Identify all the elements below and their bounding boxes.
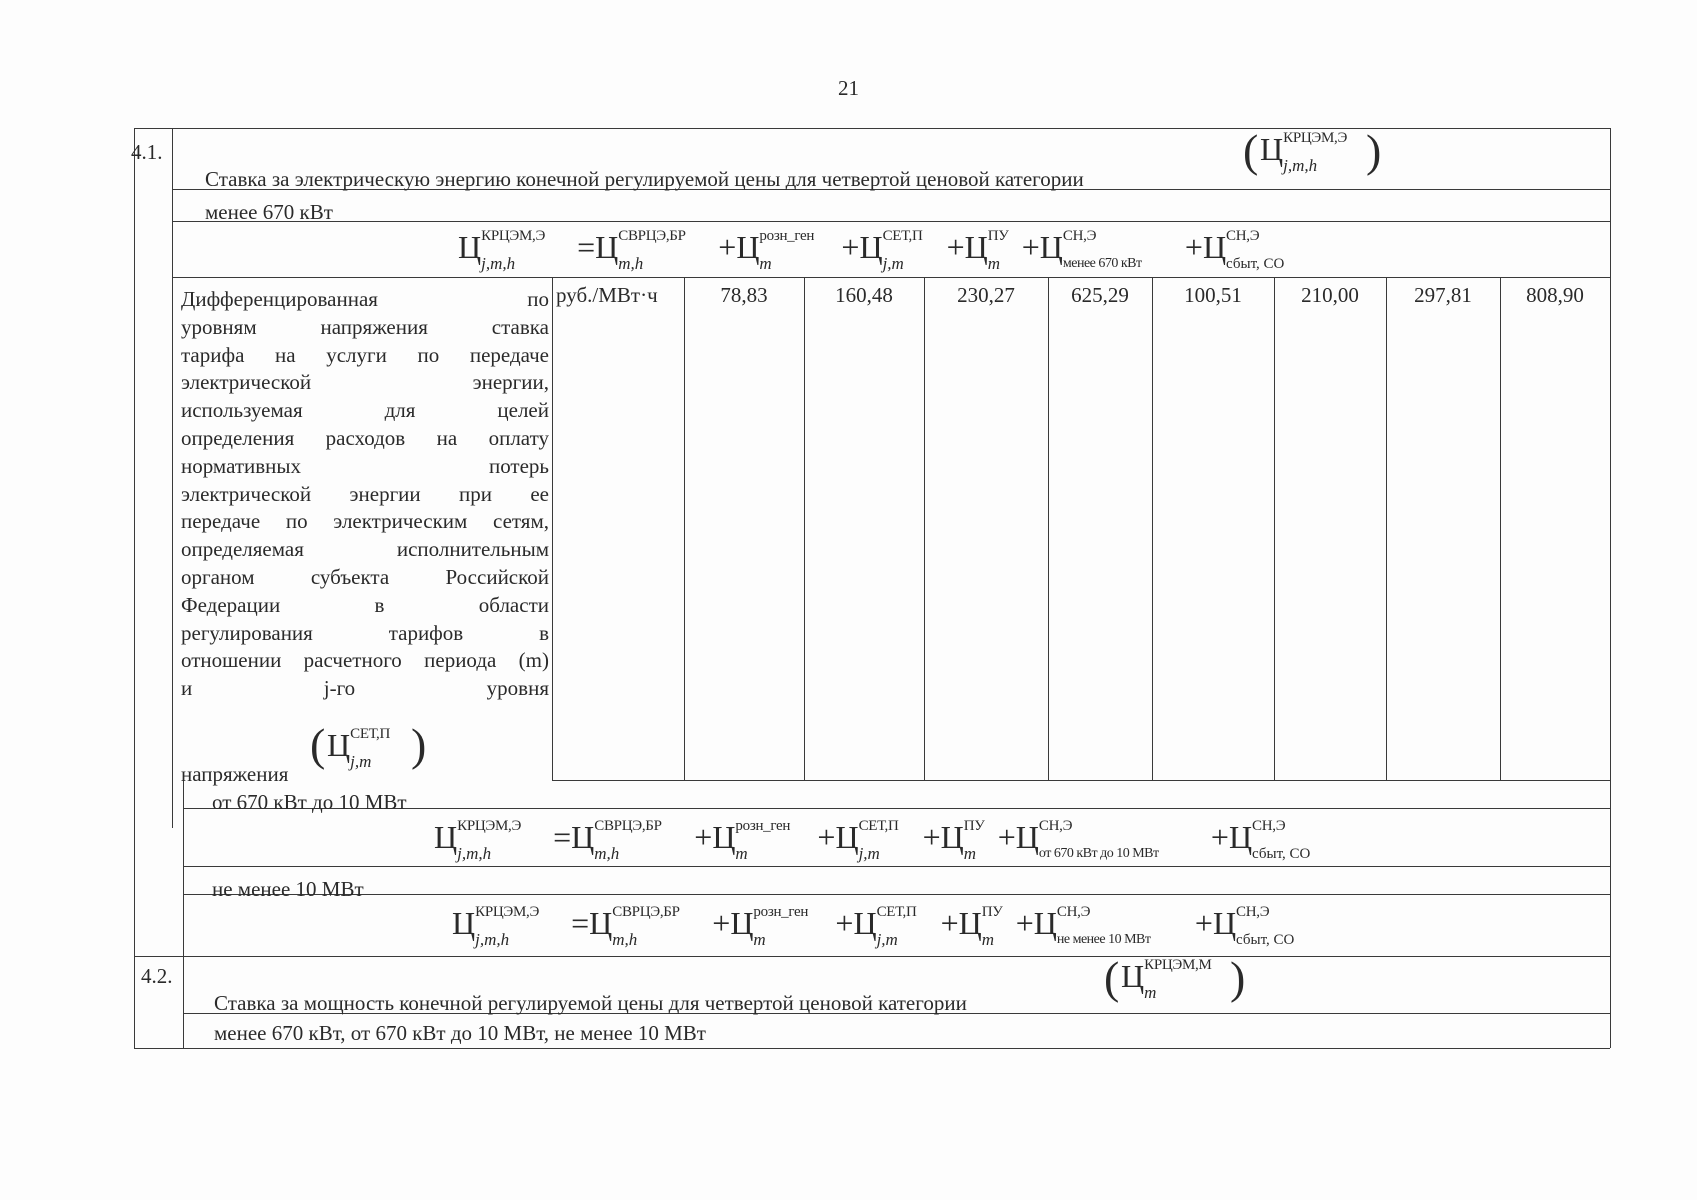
tariff-description-last-word: напряжения: [181, 762, 289, 786]
tariff-description: Дифференцированная по уровням напряжения ставка тарифа на услуги по передаче электрической энергии, используемая для целей определения расходов на оплату нормативных потерь электрической энергии при ее передаче по электрическим сетям, определяемая исполнительным органом субъекта Российской Федерации в области регулирования тарифов в отношении расчетного периода (m) и j-го уровня: [181, 287, 549, 701]
right-paren: ): [1230, 952, 1246, 1003]
tariff-value: 210,00: [1301, 283, 1359, 307]
right-paren: ): [1366, 125, 1382, 176]
tariff-value: 625,29: [1071, 283, 1129, 307]
tariff-value: 100,51: [1184, 283, 1242, 307]
section-title-4-2: Ставка за мощность конечной регулируемой цены для четвертой ценовой категории: [214, 991, 967, 1015]
bands-label-4-2: менее 670 кВт, от 670 кВт до 10 МВт, не менее 10 МВт: [214, 1021, 706, 1045]
unit-label: руб./МВт·ч: [556, 283, 658, 307]
capacity-price-symbol: Ц КРЦЭМ,М m: [1121, 957, 1212, 1002]
tariff-value: 160,48: [835, 283, 893, 307]
left-paren: (: [1243, 125, 1259, 176]
section-title-4-1: Ставка за электрическую энергию конечной регулируемой цены для четвертой ценовой категории: [205, 167, 1084, 191]
formula-670kw-10mw: Ц КРЦЭМ,Э j,m,h =Ц СВРЦЭ,БР m,h +Ц розн_ген m +Ц СЕТ,П j,m +Ц ПУ m +Ц СН,Э от 670 кВт до 10 МВт +Ц СН,Э сбыт, СО: [434, 818, 1311, 863]
tariff-value: 230,27: [957, 283, 1015, 307]
energy-price-symbol: Ц КРЦЭМ,Э j,m,h: [1260, 130, 1348, 175]
formula-not-less-10mw: Ц КРЦЭМ,Э j,m,h =Ц СВРЦЭ,БР m,h +Ц розн_ген m +Ц СЕТ,П j,m +Ц ПУ m +Ц СН,Э не менее 10 МВт +Ц СН,Э сбыт, СО: [452, 904, 1295, 949]
left-paren: (: [1104, 952, 1120, 1003]
page-number: 21: [838, 76, 859, 100]
tariff-value: 808,90: [1526, 283, 1584, 307]
tariff-value: 297,81: [1414, 283, 1472, 307]
band-label-not-less-10mw: не менее 10 МВт: [212, 877, 364, 901]
band-label-670kw-10mw: от 670 кВт до 10 МВт: [212, 790, 407, 814]
section-number-4-2: 4.2.: [141, 964, 173, 988]
formula-below-670kw: Ц КРЦЭМ,Э j,m,h =Ц СВРЦЭ,БР m,h +Ц розн_ген m +Ц СЕТ,П j,m +Ц ПУ m +Ц СН,Э менее 670 кВт +Ц СН,Э сбыт, СО: [458, 228, 1285, 273]
network-tariff-symbol: Ц СЕТ,П j,m: [327, 726, 391, 771]
band-label-below-670kw: менее 670 кВт: [205, 200, 333, 224]
left-paren: (: [310, 719, 326, 770]
right-paren: ): [411, 719, 427, 770]
tariff-value: 78,83: [720, 283, 768, 307]
section-number-4-1: 4.1.: [131, 140, 163, 164]
